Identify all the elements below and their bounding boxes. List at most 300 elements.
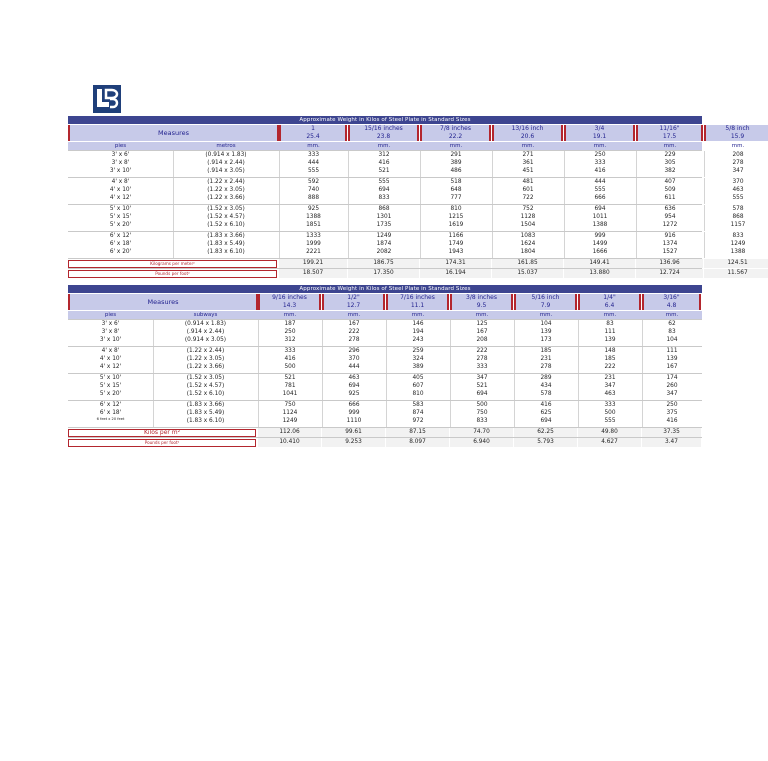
weight-values: [258, 375, 322, 398]
thickness-column-header: [450, 294, 513, 310]
meter-size: (1.83 x 6.10): [207, 248, 245, 255]
feet-size: 5' x 10': [109, 206, 132, 212]
thickness-label: 5/8 inch: [725, 125, 750, 132]
weight-value: 636: [664, 206, 676, 212]
meter-size: (1.22 x 3.66): [207, 194, 245, 201]
weight-values: [492, 152, 564, 175]
weight-values: [642, 348, 702, 371]
weight-value: 1041: [282, 390, 298, 397]
summary-value: 18.507: [279, 269, 347, 278]
weight-value: 481: [522, 179, 534, 185]
size-group: [68, 231, 746, 258]
table-header: [68, 293, 702, 311]
meter-sizes: [153, 375, 258, 398]
weight-value: 925: [348, 390, 360, 397]
weight-value: 1157: [730, 221, 746, 228]
weight-value: 521: [476, 382, 488, 389]
weight-value: 1083: [520, 233, 536, 239]
weight-value: 185: [540, 348, 552, 354]
weight-value: 333: [307, 152, 320, 158]
mm-unit-label: mm.: [663, 143, 677, 149]
thickness-label: 1/4": [603, 294, 616, 301]
weight-value: 1388: [306, 213, 321, 220]
weight-value: 260: [666, 382, 678, 389]
weight-value: 125: [476, 321, 488, 327]
meter-size: (1.52 x 3.05): [207, 206, 245, 212]
weight-values: [450, 348, 514, 371]
summary-value: 15.037: [492, 269, 563, 278]
weight-values: [348, 206, 420, 229]
feet-sizes: [68, 321, 153, 344]
feet-sizes: [68, 348, 153, 371]
weight-value: 500: [604, 409, 616, 416]
thickness-label: 3/16": [663, 294, 680, 301]
weight-values: [578, 348, 642, 371]
mm-unit-label: mm.: [377, 143, 391, 149]
thickness-mm: 14.3: [282, 301, 297, 309]
weight-value: 416: [666, 417, 678, 424]
meter-sizes: [173, 179, 279, 202]
feet-size: 4' x 8': [101, 348, 120, 354]
meter-size: (1.83 x 5.49): [186, 409, 225, 416]
steel-weight-table-1: [68, 116, 750, 278]
weight-value: 111: [604, 328, 616, 335]
summary-value: 74.70: [450, 428, 513, 437]
size-group: [68, 319, 702, 346]
mm-unit-label: mm.: [521, 143, 535, 149]
weight-value: 1999: [306, 240, 321, 247]
size-group: [68, 346, 702, 373]
meter-size: (0.914 x 1.83): [184, 321, 227, 327]
weight-value: 444: [307, 159, 320, 166]
weight-values: [386, 402, 450, 425]
meter-size: (1.22 x 2.44): [207, 179, 245, 185]
meter-size: (0.914 x 1.83): [205, 152, 247, 158]
meter-sizes: [173, 206, 279, 229]
weight-value: 333: [476, 363, 488, 370]
summary-value: 49.80: [578, 428, 641, 437]
weight-value: 289: [540, 375, 552, 381]
meter-sizes: [153, 348, 258, 371]
weight-value: 592: [307, 179, 320, 185]
weight-values: [386, 348, 450, 371]
weight-value: 222: [348, 328, 360, 335]
weight-value: 999: [348, 409, 360, 416]
summary-value: 174.31: [420, 259, 491, 268]
weight-values: [636, 179, 704, 202]
weight-values: [704, 233, 768, 256]
weight-value: 208: [476, 336, 488, 343]
weight-value: 833: [732, 233, 744, 239]
summary-value: 99.61: [322, 428, 385, 437]
weight-value: 312: [378, 152, 390, 158]
mm-unit-label: mm.: [665, 312, 679, 318]
weight-value: 416: [594, 167, 606, 174]
weight-value: 231: [540, 355, 552, 362]
feet-size: 5' x 10': [99, 375, 122, 381]
weight-value: 521: [378, 167, 390, 174]
lb-logo-icon: [93, 85, 121, 113]
feet-size: 6' x 20': [109, 248, 132, 255]
weight-value: 1804: [520, 248, 536, 255]
weight-value: 347: [476, 375, 488, 381]
weight-value: 146: [412, 321, 424, 327]
weight-values: [492, 233, 564, 256]
summary-value: 37.35: [642, 428, 701, 437]
weight-value: 347: [604, 382, 616, 389]
table-header: [68, 124, 750, 142]
thickness-mm: 6.4: [604, 301, 615, 309]
thickness-mm: 9.5: [476, 301, 487, 309]
weight-values: [578, 402, 642, 425]
feet-unit-label: pies: [114, 143, 127, 149]
feet-size: 4' x 12': [99, 363, 122, 370]
weight-values: [564, 152, 636, 175]
summary-value: 10.410: [258, 438, 321, 447]
weight-value: 1333: [306, 233, 321, 239]
weight-value: 1499: [592, 240, 608, 247]
summary-value: 4.627: [578, 438, 641, 447]
feet-sizes: [68, 206, 173, 229]
weight-value: 750: [284, 402, 296, 408]
summary-value: 11.567: [704, 269, 768, 278]
size-group: [68, 150, 744, 177]
weight-value: 104: [540, 321, 552, 327]
mm-unit-label: mm.: [347, 312, 361, 318]
summary-value: 124.51: [704, 259, 768, 268]
thickness-mm: 11.1: [410, 301, 425, 309]
weight-value: 2221: [306, 248, 321, 255]
weight-values: [564, 179, 636, 202]
weight-value: 83: [606, 321, 614, 327]
weight-value: 305: [664, 159, 676, 166]
weight-value: 578: [540, 390, 552, 397]
weight-value: 139: [604, 336, 616, 343]
feet-size: 4' x 12': [109, 194, 132, 201]
weight-value: 694: [378, 186, 390, 193]
weight-value: 167: [348, 321, 360, 327]
feet-size: [68, 418, 153, 426]
weight-value: 416: [284, 355, 296, 362]
weight-values: [564, 206, 636, 229]
meter-sizes: [173, 152, 279, 175]
summary-label: Kilos per m²: [68, 429, 256, 437]
thickness-mm: 25.4: [306, 132, 320, 140]
weight-value: 777: [450, 194, 462, 201]
feet-size: 5' x 20': [99, 390, 122, 397]
pounds-per-ft2-row: [68, 268, 748, 278]
weight-values: [564, 233, 636, 256]
weight-value: 694: [348, 382, 360, 389]
weight-value: 173: [540, 336, 552, 343]
size-group: [68, 177, 744, 204]
weight-value: 139: [666, 355, 678, 362]
weight-value: 694: [594, 206, 606, 212]
thickness-label: 15/16 inches: [364, 125, 403, 132]
thickness-column-header: [564, 125, 635, 141]
weight-value: 1110: [346, 417, 362, 424]
thickness-mm: 19.1: [592, 132, 607, 140]
meter-size: (1.83 x 3.66): [207, 233, 245, 239]
weight-value: 694: [476, 390, 488, 397]
thickness-mm: 23.8: [376, 132, 391, 140]
feet-size: 3' x 8': [111, 159, 130, 166]
weight-value: 555: [378, 179, 390, 185]
thickness-label: 1/2": [347, 294, 360, 301]
thickness-label: 5/16 inch: [531, 294, 560, 301]
weight-values: [450, 402, 514, 425]
weight-value: 578: [732, 206, 744, 212]
meter-size: (1.52 x 3.05): [186, 375, 225, 381]
meter-size: (1.52 x 6.10): [207, 221, 245, 228]
weight-value: 954: [664, 213, 676, 220]
summary-value: 112.06: [258, 428, 321, 437]
weight-values: [386, 321, 450, 344]
summary-value: 161.85: [492, 259, 563, 268]
weight-values: [514, 375, 578, 398]
weight-value: 434: [540, 382, 552, 389]
weight-value: 382: [664, 167, 676, 174]
weight-value: 1128: [520, 213, 536, 220]
thickness-mm: 20.6: [520, 132, 535, 140]
weight-values: [420, 152, 492, 175]
weight-values: [279, 206, 348, 229]
weight-value: 1272: [662, 221, 678, 228]
weight-value: 1749: [448, 240, 464, 247]
weight-values: [420, 233, 492, 256]
thickness-column-header: [492, 125, 563, 141]
mm-unit-label: mm.: [593, 143, 607, 149]
weight-value: 500: [284, 363, 296, 370]
thickness-column-header: [704, 125, 768, 141]
meters-unit-label: subways: [193, 312, 218, 318]
weight-value: 666: [348, 402, 360, 408]
weight-value: 333: [284, 348, 296, 354]
weight-value: 972: [412, 417, 424, 424]
weight-value: 1504: [520, 221, 536, 228]
meter-sizes: [153, 402, 258, 425]
weight-value: 1624: [520, 240, 536, 247]
thickness-column-header: [279, 125, 347, 141]
weight-value: 451: [522, 167, 534, 174]
weight-values: [514, 348, 578, 371]
weight-value: 463: [348, 375, 360, 381]
weight-value: 194: [412, 328, 424, 335]
weight-value: 389: [450, 159, 462, 166]
weight-value: 167: [666, 363, 678, 370]
meter-size: (.914 x 2.44): [207, 159, 245, 166]
meter-size: (1.52 x 6.10): [186, 390, 225, 397]
weight-value: 333: [604, 402, 616, 408]
feet-size: 4' x 8': [111, 179, 130, 185]
thickness-label: 7/8 inches: [440, 125, 471, 132]
weight-values: [322, 402, 386, 425]
weight-value: 810: [450, 206, 462, 212]
weight-value: 370: [732, 179, 744, 185]
weight-value: 555: [732, 194, 744, 201]
weight-value: 607: [412, 382, 424, 389]
weight-values: [322, 348, 386, 371]
mm-unit-label: mm.: [603, 312, 617, 318]
summary-value: 6.940: [450, 438, 513, 447]
mm-unit-label: mm.: [283, 312, 297, 318]
feet-sizes: [68, 152, 173, 175]
feet-size-note: 6 feet x 20 feet: [96, 416, 125, 421]
weight-values: [704, 206, 768, 229]
weight-value: 509: [664, 186, 676, 193]
weight-values: [578, 321, 642, 344]
weight-values: [704, 152, 768, 175]
thickness-label: 7/16 inches: [400, 294, 435, 301]
summary-label: Pounds per foot²: [68, 439, 256, 447]
table-body: [68, 319, 702, 447]
weight-values: [258, 321, 322, 344]
summary-label: Kilograms per meter²: [68, 260, 277, 268]
weight-value: 694: [540, 417, 552, 424]
summary-value: 62.25: [514, 428, 577, 437]
table-title: Approximate Weight in Kilos of Steel Plate in Standard Sizes: [68, 116, 702, 124]
weight-values: [450, 375, 514, 398]
meter-size: (.914 x 2.44): [186, 328, 225, 335]
weight-values: [348, 233, 420, 256]
pounds-per-ft2-row: [68, 437, 702, 447]
feet-sizes: [68, 233, 173, 256]
mm-unit-label: mm.: [475, 312, 489, 318]
weight-value: 271: [522, 152, 534, 158]
mm-unit-label: mm.: [411, 312, 425, 318]
thickness-mm: 17.5: [662, 132, 677, 140]
weight-value: 185: [604, 355, 616, 362]
weight-value: 259: [412, 348, 424, 354]
meter-sizes: [153, 321, 258, 344]
weight-value: 916: [664, 233, 676, 239]
weight-value: 925: [307, 206, 320, 212]
mm-unit-label: mm.: [731, 143, 745, 149]
weight-value: 1215: [448, 213, 464, 220]
weight-values: [514, 321, 578, 344]
feet-sizes: [68, 375, 153, 398]
weight-value: 231: [604, 375, 616, 381]
weight-value: 1124: [282, 409, 298, 416]
summary-value: 16.194: [420, 269, 491, 278]
weight-values: [642, 321, 702, 344]
weight-value: 148: [604, 348, 616, 354]
weight-value: 83: [668, 328, 676, 335]
weight-value: 555: [307, 167, 320, 174]
feet-size: 5' x 20': [109, 221, 132, 228]
weight-value: 104: [666, 336, 678, 343]
summary-label: Pounds per foot²: [68, 270, 277, 278]
thickness-column-header: [514, 294, 577, 310]
weight-value: 139: [540, 328, 552, 335]
measures-header: Measures: [68, 294, 258, 310]
weight-value: 1851: [306, 221, 321, 228]
thickness-label: 11/16": [659, 125, 680, 132]
size-group: [68, 204, 746, 231]
weight-value: 370: [348, 355, 360, 362]
thickness-label: 1: [311, 125, 315, 132]
weight-value: 521: [284, 375, 296, 381]
thickness-column-header: [636, 125, 703, 141]
feet-size: 5' x 15': [99, 382, 122, 389]
weight-value: 583: [412, 402, 424, 408]
weight-value: 1249: [282, 417, 298, 424]
weight-value: 296: [348, 348, 360, 354]
weight-values: [348, 152, 420, 175]
thickness-column-header: [386, 294, 449, 310]
weight-value: 167: [476, 328, 488, 335]
weight-value: 555: [604, 417, 616, 424]
weight-value: 1527: [662, 248, 678, 255]
weight-value: 740: [307, 186, 320, 193]
weight-value: 312: [284, 336, 296, 343]
weight-value: 611: [664, 194, 676, 201]
table-body: [68, 150, 748, 278]
thickness-column-header: [420, 125, 491, 141]
weight-values: [642, 375, 702, 398]
weight-values: [279, 179, 348, 202]
weight-value: 1249: [730, 240, 746, 247]
weight-value: 416: [378, 159, 390, 166]
size-group: [68, 373, 702, 400]
summary-value: 87.15: [386, 428, 449, 437]
meter-size: (1.22 x 3.05): [186, 355, 225, 362]
weight-value: 500: [476, 402, 488, 408]
weight-value: 444: [594, 179, 606, 185]
feet-size: 3' x 10': [99, 336, 122, 343]
feet-size: 3' x 10': [109, 167, 132, 174]
weight-values: [636, 206, 704, 229]
weight-values: [636, 233, 704, 256]
weight-values: [348, 179, 420, 202]
thickness-mm: 15.9: [730, 132, 745, 140]
thickness-column-header: [578, 294, 641, 310]
thickness-mm: 7.9: [540, 301, 551, 309]
weight-value: 278: [348, 336, 360, 343]
summary-value: 136.96: [636, 259, 703, 268]
weight-value: 291: [450, 152, 462, 158]
weight-value: 174: [666, 375, 678, 381]
weight-value: 243: [412, 336, 424, 343]
weight-value: 625: [540, 409, 552, 416]
thickness-column-header: [322, 294, 385, 310]
weight-value: 666: [594, 194, 606, 201]
weight-value: 486: [450, 167, 462, 174]
weight-values: [322, 375, 386, 398]
summary-value: 17.350: [348, 269, 419, 278]
thickness-label: 3/8 inches: [466, 294, 497, 301]
weight-value: 324: [412, 355, 424, 362]
summary-value: 199.21: [279, 259, 347, 268]
weight-value: 62: [668, 321, 676, 327]
weight-value: 888: [307, 194, 320, 201]
weight-values: [492, 179, 564, 202]
steel-weight-table-2: [68, 285, 702, 447]
meters-unit-label: metros: [216, 143, 236, 149]
meter-size: (1.22 x 2.44): [186, 348, 225, 354]
mm-unit-label: mm.: [449, 143, 463, 149]
summary-value: 9.253: [322, 438, 385, 447]
feet-size: 3' x 6': [111, 152, 130, 158]
weight-value: 111: [666, 348, 678, 354]
feet-size: 6' x 18': [99, 409, 122, 416]
feet-size: 3' x 8': [101, 328, 120, 335]
weight-values: [642, 402, 702, 425]
summary-value: 13.880: [564, 269, 635, 278]
weight-value: 750: [476, 409, 488, 416]
meter-size: (1.83 x 3.66): [186, 402, 225, 408]
weight-value: 463: [604, 390, 616, 397]
